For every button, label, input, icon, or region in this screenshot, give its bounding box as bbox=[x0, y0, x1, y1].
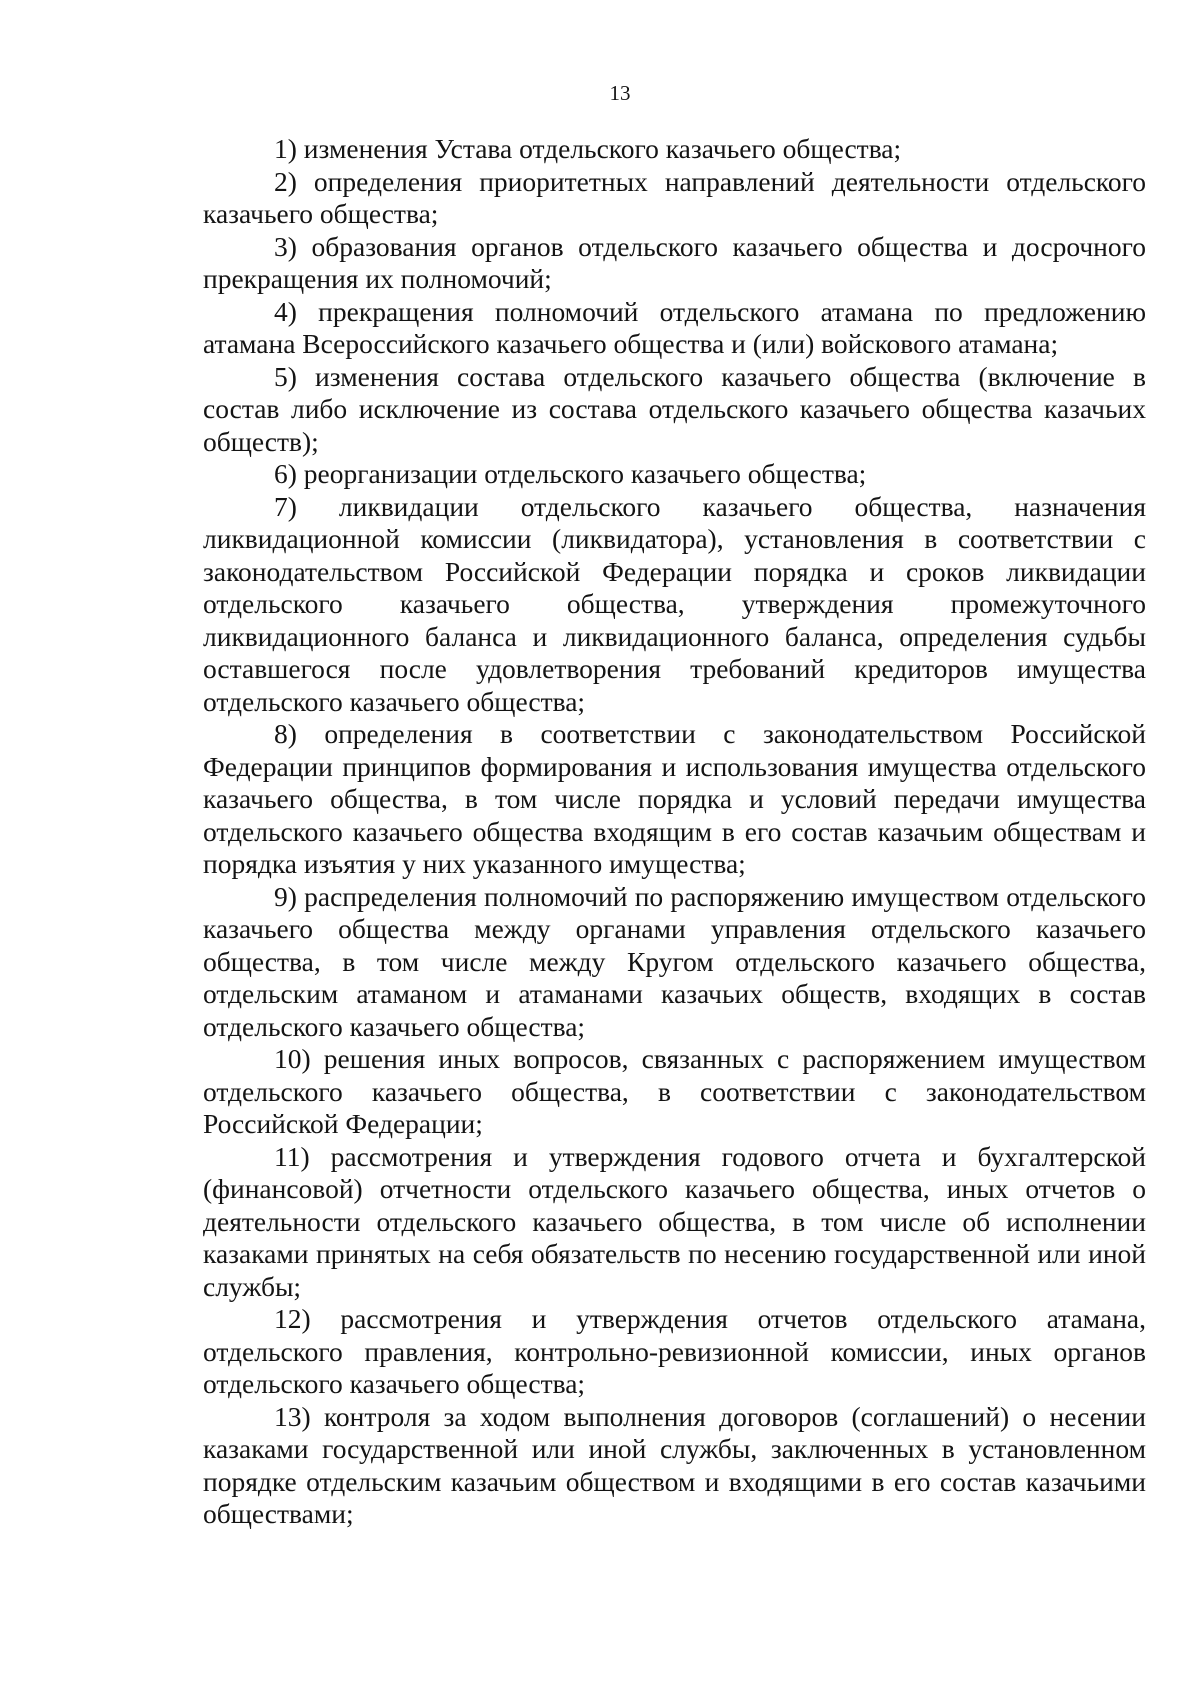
list-item-12: 12) рассмотрения и утверждения отчетов отдельского атамана, отдельского правления, контрольно-ревизионной комиссии, иных органов отдельского казачьего общества; bbox=[203, 1303, 1146, 1399]
list-item-8: 8) определения в соответствии с законодательством Российской Федерации принципов формирования и использования имущества отдельского казачьего общества, в том числе порядка и условий передачи имущества отдельского казачьего общества входящим в его состав казачьим обществам и порядка изъятия у них указанного имущества; bbox=[203, 718, 1146, 879]
list-item-13: 13) контроля за ходом выполнения договоров (соглашений) о несении казаками государственной или иной службы, заключенных в установленном порядке отдельским казачьим обществом и входящими в его состав казачьими обществами; bbox=[203, 1400, 1146, 1529]
list-item-4: 4) прекращения полномочий отдельского атамана по предложению атамана Всероссийского казачьего общества и (или) войскового атамана; bbox=[203, 295, 1146, 359]
list-item-1: 1) изменения Устава отдельского казачьего общества; bbox=[274, 133, 902, 164]
list-item-7: 7) ликвидации отдельского казачьего общества, назначения ликвидационной комиссии (ликвидатора), установления в соответствии с законодательством Российской Федерации порядка и сроков ликвидации отдельского казачьего общества, утверждения промежуточного ликвидационного баланса и ликвидационного баланса, определения судьбы оставшегося после удовлетворения требований кредиторов имущества отдельского казачьего общества; bbox=[203, 490, 1146, 717]
list-item-10: 10) решения иных вопросов, связанных с распоряжением имуществом отдельского казачьего общества, в соответствии с законодательством Российской Федерации; bbox=[203, 1043, 1146, 1139]
list-item-6: 6) реорганизации отдельского казачьего общества; bbox=[274, 458, 867, 489]
page-number: 13 bbox=[609, 81, 631, 105]
list-item-3: 3) образования органов отдельского казачьего общества и досрочного прекращения их полномочий; bbox=[203, 230, 1146, 294]
list-item-9: 9) распределения полномочий по распоряжению имуществом отдельского казачьего общества между органами управления отдельского казачьего общества, в том числе между Кругом отдельского казачьего общества, отдельским атаманом и атаманами казачьих обществ, входящих в состав отдельского казачьего общества; bbox=[203, 880, 1146, 1042]
list-item-5: 5) изменения состава отдельского казачьего общества (включение в состав либо исключение из состава отдельского казачьего общества казачьих обществ); bbox=[203, 360, 1146, 457]
list-item-2: 2) определения приоритетных направлений деятельности отдельского казачьего общества; bbox=[203, 165, 1146, 229]
document-body bbox=[203, 133, 1146, 1531]
list-item-11: 11) рассмотрения и утверждения годового отчета и бухгалтерской (финансовой) отчетности отдельского казачьего общества, иных отчетов о деятельности отдельского казачьего общества, в том числе об исполнении казаками принятых на себя обязательств по несению государственной или иной службы; bbox=[203, 1140, 1146, 1302]
